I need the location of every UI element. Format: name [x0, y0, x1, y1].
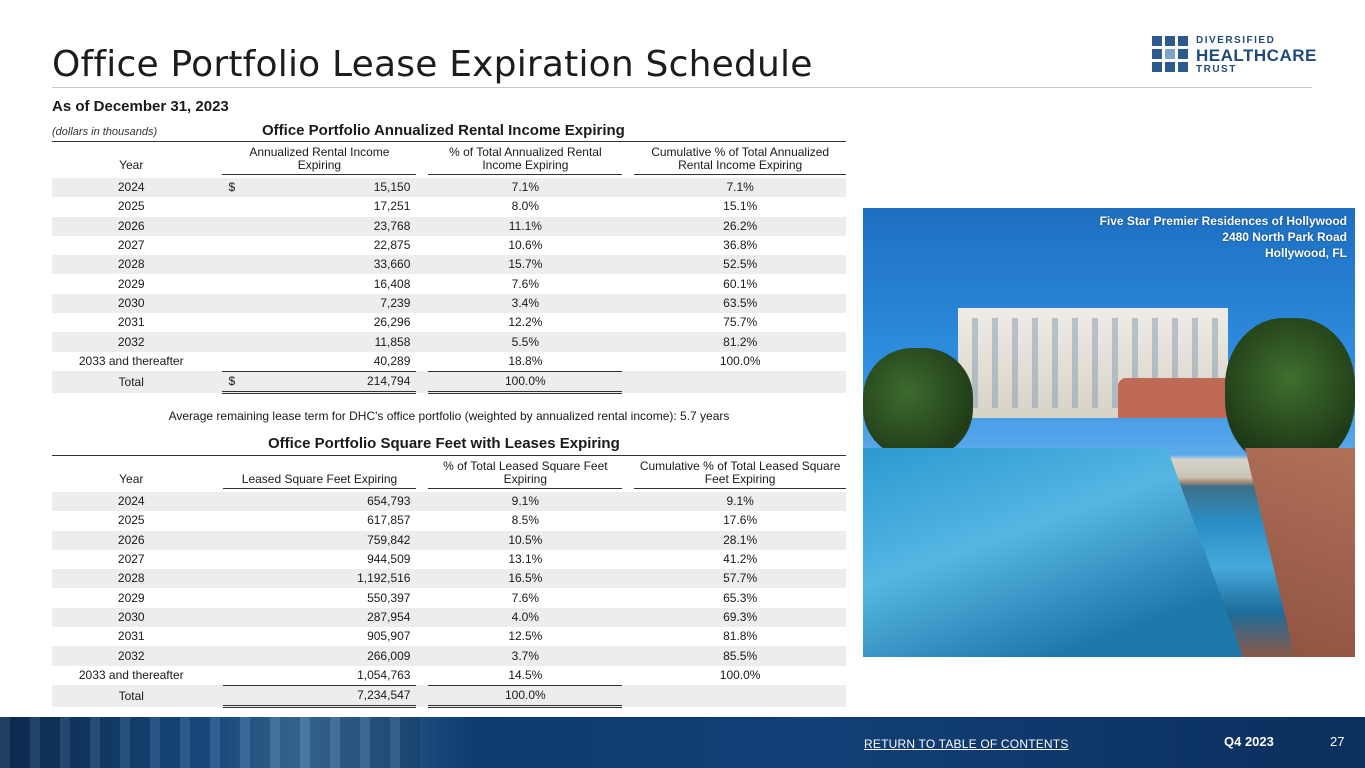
row-cum: 15.1% — [723, 199, 758, 214]
row-income — [222, 197, 416, 216]
column-gap — [210, 313, 222, 332]
row-cum: 36.8% — [723, 238, 758, 253]
column-gap — [622, 274, 634, 293]
total-label: Total — [52, 685, 211, 706]
logo-text — [1196, 36, 1317, 75]
row-income — [222, 255, 416, 274]
row-sqft: 266,009 — [223, 646, 417, 665]
table-row — [52, 531, 846, 550]
row-pct: 4.0% — [428, 608, 622, 627]
table-row — [52, 197, 846, 216]
row-pct: 7.6% — [511, 590, 540, 605]
row-pct: 15.7% — [428, 255, 622, 274]
footer-bar — [0, 717, 1365, 768]
row-pct: 13.1% — [508, 552, 543, 567]
dollar-sign: $ — [228, 374, 236, 389]
income-value: 26,296 — [373, 315, 411, 330]
column-gap — [622, 294, 634, 313]
as-of-date: As of December 31, 2023 — [52, 98, 229, 115]
rental-table-title: Office Portfolio Annualized Rental Income Expiring — [262, 122, 625, 139]
column-gap — [416, 666, 428, 686]
photo-caption-name: Five Star Premier Residences of Hollywood — [1099, 214, 1347, 228]
column-gap — [622, 685, 634, 706]
sqft-header-feet: Leased Square Feet Expiring — [223, 456, 417, 488]
column-gap — [210, 274, 222, 293]
row-income — [222, 236, 416, 255]
row-year: 2025 — [117, 199, 145, 214]
column-gap — [622, 371, 634, 392]
table-row — [52, 274, 846, 293]
table-row — [52, 511, 846, 530]
row-year: 2024 — [52, 178, 210, 197]
row-sqft: 1,192,516 — [223, 569, 417, 588]
income-value: 16,408 — [373, 276, 411, 291]
photo-caption-address: 2480 North Park Road — [1222, 230, 1347, 244]
row-income — [222, 332, 416, 351]
column-gap — [211, 666, 223, 686]
page-title: Office Portfolio Lease Expiration Schedule — [52, 44, 813, 85]
logo-line-1: DIVERSIFIED — [1196, 35, 1276, 46]
sqft-header-pct: % of Total Leased Square Feet Expiring — [428, 456, 622, 488]
column-gap — [622, 492, 634, 511]
rental-header-pct: % of Total Annualized Rental Income Expiring — [428, 142, 622, 174]
row-year: 2027 — [117, 238, 145, 253]
row-sqft: 617,857 — [367, 513, 411, 528]
column-gap — [210, 255, 222, 274]
column-gap — [622, 646, 634, 665]
column-gap — [416, 255, 428, 274]
column-gap — [210, 217, 222, 236]
row-year: 2028 — [52, 569, 211, 588]
column-gap — [416, 236, 428, 255]
row-pct: 7.1% — [428, 178, 622, 197]
row-year: 2026 — [52, 217, 210, 236]
column-gap — [622, 666, 634, 686]
row-cum: 81.8% — [723, 629, 758, 644]
row-pct: 3.7% — [428, 646, 622, 665]
logo-grid-icon — [1152, 36, 1190, 74]
total-income — [222, 371, 416, 392]
column-gap — [622, 550, 634, 569]
row-cum: 28.1% — [634, 531, 846, 550]
row-year: 2027 — [117, 552, 145, 567]
row-year: 2030 — [52, 608, 211, 627]
row-year: 2032 — [52, 332, 210, 351]
table-row — [52, 627, 846, 646]
column-gap — [211, 646, 223, 665]
row-year: 2032 — [52, 646, 211, 665]
income-value: 22,875 — [373, 238, 411, 253]
column-gap — [416, 217, 428, 236]
income-value: 11,858 — [374, 334, 411, 349]
income-value: 40,289 — [373, 353, 411, 368]
column-gap — [622, 569, 634, 588]
units-note: (dollars in thousands) — [52, 126, 158, 138]
income-value: 15,150 — [373, 180, 411, 195]
return-to-toc-link[interactable]: RETURN TO TABLE OF CONTENTS — [864, 737, 1069, 751]
row-cum: 57.7% — [634, 569, 846, 588]
column-gap — [416, 332, 428, 351]
column-gap — [622, 332, 634, 351]
photo-pool — [863, 448, 1243, 657]
table-row — [52, 666, 846, 686]
column-gap — [211, 550, 223, 569]
column-gap — [416, 352, 428, 372]
row-sqft: 944,509 — [367, 552, 411, 567]
column-gap — [210, 236, 222, 255]
row-pct: 12.2% — [508, 315, 543, 330]
logo-line-2: HEALTHCARE — [1196, 46, 1317, 65]
table-row — [52, 217, 846, 236]
column-gap — [416, 627, 428, 646]
column-gap — [634, 685, 846, 706]
total-row — [52, 371, 846, 392]
row-sqft: 550,397 — [367, 590, 411, 605]
row-income — [222, 294, 416, 313]
page-number: 27 — [1330, 734, 1345, 749]
column-gap — [622, 511, 634, 530]
row-pct: 10.5% — [428, 531, 622, 550]
row-sqft: 1,054,763 — [357, 667, 411, 682]
row-income — [222, 352, 416, 372]
row-cum: 52.5% — [634, 255, 846, 274]
row-cum: 100.0% — [719, 354, 761, 369]
table-row — [52, 178, 846, 197]
sqft-header-cum: Cumulative % of Total Leased Square Feet Expiring — [634, 456, 846, 488]
row-cum: 9.1% — [634, 492, 846, 511]
row-pct: 16.5% — [428, 569, 622, 588]
row-pct: 3.4% — [428, 294, 622, 313]
row-year: 2033 and thereafter — [78, 668, 184, 683]
row-year: 2030 — [52, 294, 210, 313]
quarter-label: Q4 2023 — [1224, 734, 1274, 749]
column-gap — [210, 352, 222, 372]
column-gap — [622, 531, 634, 550]
column-gap — [416, 550, 428, 569]
column-gap — [210, 332, 222, 351]
column-gap — [211, 608, 223, 627]
row-cum: 100.0% — [719, 668, 761, 683]
row-income — [222, 178, 416, 197]
column-gap — [622, 255, 634, 274]
row-cum: 85.5% — [634, 646, 846, 665]
table-row — [52, 294, 846, 313]
row-pct: 8.0% — [511, 199, 540, 214]
row-year: 2029 — [117, 590, 145, 605]
income-value: 33,660 — [373, 257, 411, 272]
row-cum: 17.6% — [723, 513, 758, 528]
column-gap — [622, 608, 634, 627]
row-income — [222, 313, 416, 332]
column-gap — [210, 294, 222, 313]
row-cum: 63.5% — [634, 294, 846, 313]
table-row — [52, 550, 846, 569]
column-gap — [211, 569, 223, 588]
row-cum: 65.3% — [723, 590, 758, 605]
table-row — [52, 608, 846, 627]
footer-pattern — [0, 717, 420, 768]
logo-line-3: TRUST — [1196, 64, 1237, 75]
photo-trees-right — [1225, 318, 1355, 468]
total-sqft: 7,234,547 — [223, 685, 417, 706]
row-pct: 12.5% — [508, 629, 543, 644]
column-gap — [416, 197, 428, 216]
column-gap — [416, 178, 428, 197]
row-cum: 81.2% — [634, 332, 846, 351]
row-year: 2026 — [52, 531, 211, 550]
total-label: Total — [52, 371, 210, 392]
column-gap — [622, 313, 634, 332]
column-gap — [416, 511, 428, 530]
row-cum: 26.2% — [634, 217, 846, 236]
row-sqft: 287,954 — [223, 608, 417, 627]
row-year: 2031 — [117, 315, 145, 330]
income-value: 23,768 — [373, 218, 411, 233]
column-gap — [416, 313, 428, 332]
column-gap — [211, 531, 223, 550]
table-row — [52, 646, 846, 665]
row-year: 2033 and thereafter — [78, 354, 184, 369]
rental-income-table — [52, 141, 846, 394]
row-cum: 7.1% — [634, 178, 846, 197]
table-row — [52, 492, 846, 511]
column-gap — [622, 588, 634, 607]
column-gap — [622, 627, 634, 646]
row-year: 2028 — [52, 255, 210, 274]
row-year: 2029 — [117, 276, 145, 291]
column-gap — [210, 197, 222, 216]
column-gap — [416, 371, 428, 392]
sqft-table-title: Office Portfolio Square Feet with Leases Expiring — [268, 435, 620, 452]
dollar-sign: $ — [228, 180, 236, 195]
table-row — [52, 236, 846, 255]
column-gap — [211, 511, 223, 530]
column-gap — [416, 685, 428, 706]
column-gap — [416, 531, 428, 550]
square-feet-table — [52, 455, 846, 708]
column-gap — [416, 569, 428, 588]
table-row — [52, 588, 846, 607]
column-gap — [416, 646, 428, 665]
table-row — [52, 352, 846, 372]
table-row — [52, 569, 846, 588]
row-sqft: 759,842 — [223, 531, 417, 550]
title-divider — [52, 87, 1312, 88]
row-year: 2024 — [52, 492, 211, 511]
column-gap — [211, 685, 223, 706]
column-gap — [634, 371, 846, 392]
column-gap — [622, 178, 634, 197]
column-gap — [211, 627, 223, 646]
column-gap — [210, 371, 222, 392]
table-row — [52, 255, 846, 274]
row-pct: 5.5% — [428, 332, 622, 351]
row-pct: 10.6% — [508, 238, 543, 253]
table-row — [52, 313, 846, 332]
photo-caption-city: Hollywood, FL — [1265, 246, 1347, 260]
row-pct: 8.5% — [511, 513, 540, 528]
row-pct: 7.6% — [511, 276, 540, 291]
column-gap — [416, 274, 428, 293]
row-cum: 69.3% — [634, 608, 846, 627]
total-row — [52, 685, 846, 706]
column-gap — [416, 492, 428, 511]
row-sqft: 654,793 — [223, 492, 417, 511]
company-logo — [1152, 36, 1322, 76]
row-income — [222, 217, 416, 236]
row-pct: 14.5% — [508, 667, 543, 682]
row-year: 2031 — [117, 629, 145, 644]
column-gap — [416, 588, 428, 607]
column-gap — [211, 492, 223, 511]
column-gap — [416, 294, 428, 313]
photo-caption — [1100, 213, 1347, 261]
row-sqft: 905,907 — [367, 629, 411, 644]
row-cum: 41.2% — [723, 552, 758, 567]
row-cum: 60.1% — [723, 276, 758, 291]
row-pct: 9.1% — [428, 492, 622, 511]
total-pct: 100.0% — [428, 371, 622, 392]
total-pct: 100.0% — [428, 685, 622, 706]
row-cum: 75.7% — [723, 315, 758, 330]
rental-header-income: Annualized Rental Income Expiring — [222, 142, 416, 174]
column-gap — [622, 197, 634, 216]
row-income — [222, 274, 416, 293]
row-year: 2025 — [117, 513, 145, 528]
column-gap — [622, 236, 634, 255]
column-gap — [416, 608, 428, 627]
table-row — [52, 332, 846, 351]
sqft-header-year: Year — [119, 472, 144, 486]
photo-trees-left — [863, 348, 973, 458]
income-value: 17,251 — [373, 199, 411, 214]
property-photo — [863, 208, 1355, 657]
column-gap — [210, 178, 222, 197]
total-income-value: 214,794 — [367, 374, 411, 389]
row-pct: 11.1% — [428, 217, 622, 236]
average-lease-term-note: Average remaining lease term for DHC's office portfolio (weighted by annualized rental income): 5.7 years — [168, 409, 730, 423]
rental-header-year: Year — [119, 158, 144, 172]
rental-header-cum: Cumulative % of Total Annualized Rental Income Expiring — [634, 142, 846, 174]
column-gap — [622, 352, 634, 372]
column-gap — [622, 217, 634, 236]
row-pct: 18.8% — [508, 353, 543, 368]
column-gap — [211, 588, 223, 607]
income-value: 7,239 — [380, 295, 411, 310]
